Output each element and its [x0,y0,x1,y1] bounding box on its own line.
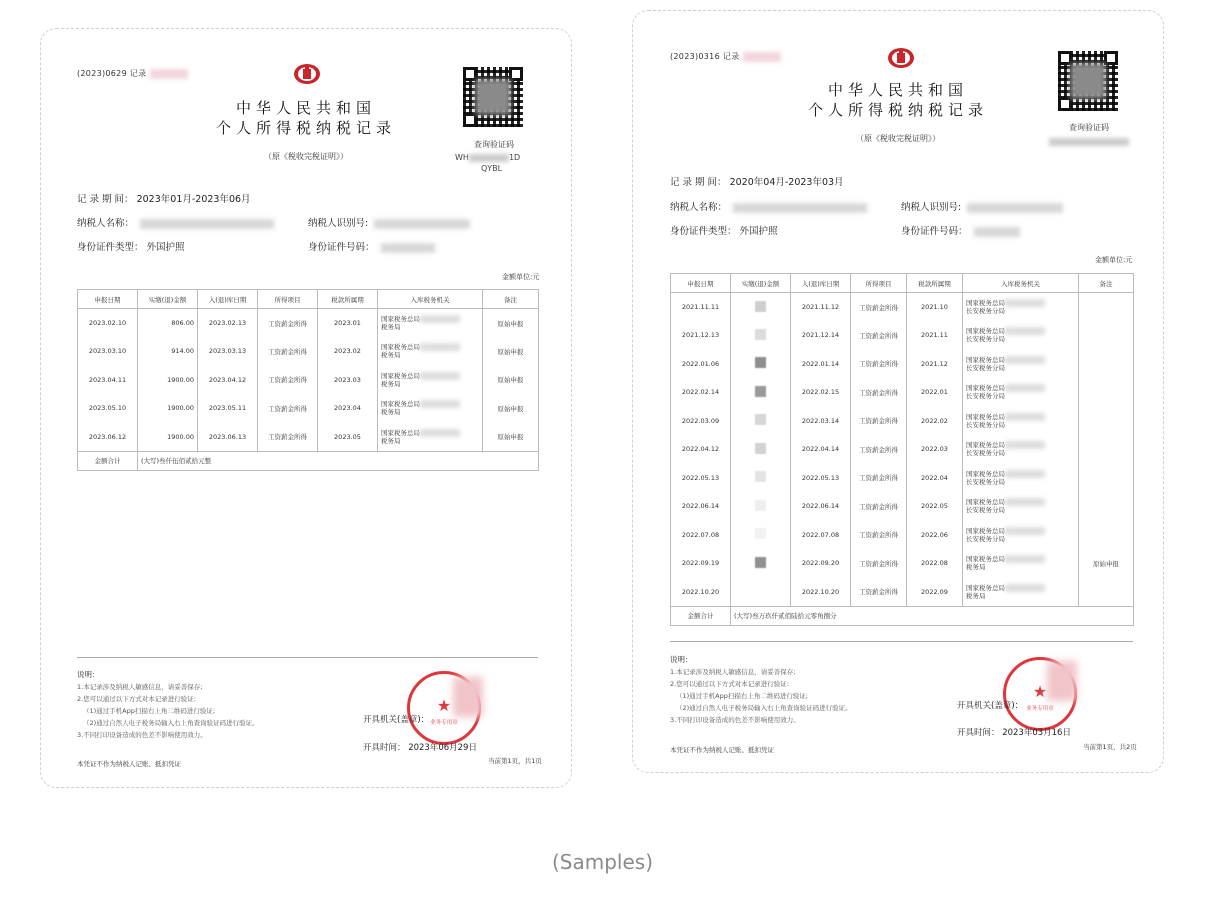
total-amount: (大写)叁万玖仟贰佰陆拾元零角捌分 [731,606,1134,625]
cell-tax-period: 2023.02 [318,337,378,366]
cell-declare-date: 2023.04.11 [78,366,138,395]
cell-income-item: 工资薪金所得 [851,293,907,322]
cell-note: 原始申报 [483,366,539,395]
cell-tax-authority [378,394,483,423]
cell-stock-date: 2021.12.14 [791,321,851,350]
cell-note [1079,492,1134,521]
note-item: 1.本记录涉及纳税人敏感信息，请妥善保存; [77,683,203,691]
cell-tax-period: 2022.08 [907,549,963,578]
column-header: 申报日期 [671,274,731,293]
table-row [671,435,1134,464]
redaction-block [420,400,460,408]
redaction-block [1005,384,1045,392]
authority-line2: 长安税务分局 [966,335,1005,344]
redaction-block [1005,527,1045,535]
redaction-block [755,528,766,539]
cell-stock-date: 2022.06.14 [791,492,851,521]
authority-line2: 税务局 [966,591,986,600]
column-header: 实缴(退)金额 [138,290,198,309]
note-item: 2.您可以通过以下方式对本记录进行验证: [77,695,196,703]
cell-declare-date: 2023.03.10 [78,337,138,366]
table-total-row [78,451,539,470]
authority-line2: 长安税务分局 [966,307,1005,315]
cell-income-item: 工资薪金所得 [851,321,907,350]
cell-amount: 914.00 [138,337,198,366]
official-seal: ★ 业务专用章 [407,671,481,745]
cell-stock-date: 2023.02.13 [198,309,258,338]
cell-amount: 1900.00 [138,366,198,395]
column-header: 所得项目 [258,290,318,309]
authority-line2: 长安税务分局 [966,477,1005,486]
cell-amount-redacted [731,293,791,322]
cell-declare-date: 2022.06.14 [671,492,731,521]
issue-time: 开具时间： 2023年03月16日 [957,728,1071,738]
cell-note [1079,321,1134,350]
redaction-block [420,343,460,351]
column-header: 实缴(退)金额 [731,274,791,293]
seal-redaction [1047,661,1077,701]
cell-amount-redacted [731,378,791,407]
cell-declare-date: 2023.06.12 [78,423,138,452]
cell-stock-date: 2021.11.12 [791,293,851,322]
document-subtitle: （原《税收完税证明》） [856,134,940,143]
cell-amount-redacted [731,549,791,578]
cell-amount: 1900.00 [138,423,198,452]
redaction-block [1005,356,1045,364]
cell-income-item: 工资薪金所得 [851,407,907,436]
table-row [671,350,1134,379]
cell-tax-period: 2021.10 [907,293,963,322]
cell-tax-authority [963,407,1079,436]
cell-tax-period: 2022.02 [907,407,963,436]
cell-declare-date: 2022.01.06 [671,350,731,379]
table-row [671,521,1134,550]
cell-amount-redacted [731,521,791,550]
qr-caption: 查询验证码 [474,140,514,149]
cell-income-item: 工资薪金所得 [851,464,907,493]
cell-declare-date: 2022.02.14 [671,378,731,407]
issuing-authority: 开具机关(盖章)： [363,715,430,725]
authority-line1: 国家税务总局 [381,343,420,352]
cell-tax-authority [963,549,1079,578]
cell-amount: 806.00 [138,309,198,338]
cell-tax-period: 2021.12 [907,350,963,379]
page-info: 当前第1页，共2页 [1083,743,1137,751]
cell-stock-date: 2023.06.13 [198,423,258,452]
document-title-line1: 中华人民共和国 [827,81,968,99]
table-row [78,309,539,338]
authority-line2: 长安税务分局 [966,392,1005,401]
cell-note: 原始申报 [483,394,539,423]
cell-tax-period: 2023.01 [318,309,378,338]
samples-caption: (Samples) [551,850,653,874]
cell-note: 原始申报 [1079,549,1134,578]
redaction-block [420,315,460,323]
cell-tax-authority [963,464,1079,493]
cell-tax-period: 2022.03 [907,435,963,464]
authority-line1: 国家税务总局 [966,469,1005,478]
table-row [78,337,539,366]
cell-tax-authority [963,293,1079,322]
table-header-row [78,290,539,309]
note-item: 3.不同打印设备造成的色差不影响使用效力。 [670,716,800,724]
cell-tax-authority [963,435,1079,464]
cell-amount-redacted [731,350,791,379]
cell-note [1079,521,1134,550]
cell-income-item: 工资薪金所得 [851,578,907,607]
table-row [78,423,539,452]
cell-declare-date: 2021.12.13 [671,321,731,350]
authority-line1: 国家税务总局 [381,400,420,409]
cell-declare-date: 2021.11.11 [671,293,731,322]
id-number: 身份证件号码： [308,239,435,253]
authority-line2: 长安税务分局 [966,534,1005,543]
cell-amount-redacted [731,464,791,493]
table-row [671,321,1134,350]
cell-income-item: 工资薪金所得 [258,337,318,366]
note-item: （1)通过手机App扫描右上角二维码进行验证; [676,692,809,700]
authority-line1: 国家税务总局 [966,355,1005,364]
authority-line1: 国家税务总局 [966,526,1005,535]
cell-declare-date: 2023.02.10 [78,309,138,338]
redaction-block [1005,413,1045,421]
table-row [671,492,1134,521]
footer-disclaimer: 本凭证不作为纳税人记账、抵扣凭证 [77,760,181,768]
cell-tax-authority [378,309,483,338]
column-header: 入库税务机关 [378,290,483,309]
cell-note [1079,435,1134,464]
table-row [671,293,1134,322]
column-header: 入(退)库日期 [791,274,851,293]
cell-declare-date: 2022.09.19 [671,549,731,578]
cell-declare-date: 2022.05.13 [671,464,731,493]
cell-declare-date: 2022.10.20 [671,578,731,607]
cell-income-item: 工资薪金所得 [258,309,318,338]
cell-tax-period: 2022.09 [907,578,963,607]
cell-stock-date: 2022.03.14 [791,407,851,436]
authority-line2: 长安税务分局 [966,420,1005,429]
document-title-line2: 个人所得税纳税记录 [807,101,988,119]
taxpayer-name: 纳税人名称： [670,199,867,213]
amount-unit: 金额单位:元 [1095,256,1133,264]
note-item: （2)通过自然人电子税务局输入右上角查询验证码进行验证。 [676,704,852,712]
cell-stock-date: 2022.07.08 [791,521,851,550]
cell-tax-authority [963,578,1079,607]
cell-stock-date: 2022.04.14 [791,435,851,464]
notes-title: 说明： [670,655,693,664]
verification-code-redacted [1049,137,1129,146]
authority-line1: 国家税务总局 [966,299,1005,307]
redaction-block [755,500,766,511]
cell-tax-period: 2023.05 [318,423,378,452]
tax-record-sample-1 [40,28,572,788]
verification-code-line2: QYBL [481,164,503,173]
document-title-line1: 中华人民共和国 [235,99,376,117]
cell-stock-date: 2022.10.20 [791,578,851,607]
authority-line2: 长安税务分局 [966,506,1005,515]
record-period: 记 录 期 间： 2020年04月-2023年03月 [670,177,844,188]
authority-line2: 税务局 [381,351,401,360]
cell-note [1079,407,1134,436]
redaction-block [420,372,460,380]
authority-line1: 国家税务总局 [966,384,1005,393]
authority-line2: 长安税务分局 [966,363,1005,372]
notes-block [77,669,259,741]
table-row [671,578,1134,607]
tax-payment-table [77,289,539,471]
authority-line2: 税务局 [381,379,401,388]
authority-line1: 国家税务总局 [966,441,1005,450]
cell-tax-period: 2021.11 [907,321,963,350]
cell-tax-authority [963,492,1079,521]
table-header-row [671,274,1134,293]
divider [670,641,1133,642]
note-item: 1.本记录涉及纳税人敏感信息，请妥善保存; [670,668,796,676]
table-row [671,549,1134,578]
cell-note [1079,578,1134,607]
authority-line1: 国家税务总局 [381,315,420,323]
cell-income-item: 工资薪金所得 [851,549,907,578]
issuing-authority: 开具机关(盖章)： [957,701,1024,711]
amount-unit: 金额单位:元 [502,273,540,281]
cell-tax-authority [378,366,483,395]
cell-stock-date: 2022.01.14 [791,350,851,379]
table-row [671,407,1134,436]
table-total-row [671,606,1134,625]
cell-tax-period: 2022.06 [907,521,963,550]
table-row [78,394,539,423]
table-row [671,378,1134,407]
authority-line2: 税务局 [381,408,401,417]
cell-declare-date: 2023.05.10 [78,394,138,423]
redaction-block [1005,584,1045,592]
note-item: 3.不同打印设备造成的色差不影响使用效力。 [77,731,207,739]
column-header: 备注 [483,290,539,309]
cell-tax-period: 2022.05 [907,492,963,521]
cell-declare-date: 2022.07.08 [671,521,731,550]
cell-amount-redacted [731,578,791,607]
taxpayer-name: 纳税人名称： [77,215,274,229]
cell-tax-authority [963,521,1079,550]
page-info: 当前第1页，共1页 [488,757,542,765]
cell-stock-date: 2023.05.11 [198,394,258,423]
redaction-block [1005,555,1045,563]
column-header: 税款所属期 [318,290,378,309]
redaction-block [1005,470,1045,478]
cell-note: 原始申报 [483,423,539,452]
authority-line1: 国家税务总局 [966,498,1005,507]
cell-note [1079,378,1134,407]
tax-record-sample-2 [632,10,1164,773]
cell-income-item: 工资薪金所得 [258,423,318,452]
cell-stock-date: 2023.03.13 [198,337,258,366]
authority-line1: 国家税务总局 [966,583,1005,592]
note-item: （1)通过手机App扫描右上角二维码进行验证; [83,707,216,715]
redaction-block [1005,498,1045,506]
cell-stock-date: 2022.02.15 [791,378,851,407]
total-amount: (大写)叁仟伍佰贰拾元整 [138,451,539,470]
cell-tax-authority [963,378,1079,407]
national-tax-emblem-icon [886,47,916,69]
cell-declare-date: 2022.04.12 [671,435,731,464]
redaction-block [755,471,766,482]
cell-declare-date: 2022.03.09 [671,407,731,436]
redaction-block [420,429,460,437]
cell-income-item: 工资薪金所得 [258,366,318,395]
cell-income-item: 工资薪金所得 [258,394,318,423]
authority-line2: 税务局 [381,323,401,331]
cell-note: 原始申报 [483,309,539,338]
qr-caption: 查询验证码 [1069,123,1109,132]
redaction-block [755,443,766,454]
note-item: （2)通过自然人电子税务局输入右上角查询验证码进行验证。 [83,719,259,727]
cell-income-item: 工资薪金所得 [851,435,907,464]
official-seal: ★ 业务专用章 [1003,657,1077,731]
tax-payment-table [670,273,1134,626]
cell-income-item: 工资薪金所得 [851,350,907,379]
redaction-block [755,557,766,568]
authority-line2: 长安税务分局 [966,449,1005,458]
seal-redaction [453,677,483,717]
authority-line2: 税务局 [966,563,986,572]
record-number: (2023)0629 记录 [77,68,188,79]
authority-line1: 国家税务总局 [966,412,1005,421]
cell-stock-date: 2022.05.13 [791,464,851,493]
total-label: 金额合计 [78,451,138,470]
column-header: 所得项目 [851,274,907,293]
national-tax-emblem-icon [292,63,322,85]
redaction-block [755,301,766,312]
redaction-block [755,329,766,340]
id-type: 身份证件类型： 外国护照 [77,242,185,253]
column-header: 税款所属期 [907,274,963,293]
column-header: 入库税务机关 [963,274,1079,293]
cell-tax-period: 2023.03 [318,366,378,395]
cell-amount-redacted [731,321,791,350]
redaction-block [1005,327,1045,335]
taxpayer-id: 纳税人识别号: [308,215,470,229]
redaction-block [1005,299,1045,307]
record-number: (2023)0316 记录 [670,51,781,62]
verification-qr-code [463,67,523,127]
authority-line1: 国家税务总局 [966,327,1005,336]
cell-amount: 1900.00 [138,394,198,423]
column-header: 备注 [1079,274,1134,293]
id-number: 身份证件号码： [901,223,1020,237]
table-row [78,366,539,395]
cell-amount-redacted [731,492,791,521]
issue-time: 开具时间： 2023年06月29日 [363,743,477,753]
cell-note: 原始申报 [483,337,539,366]
total-label: 金额合计 [671,606,731,625]
authority-line1: 国家税务总局 [381,428,420,437]
footer-disclaimer: 本凭证不作为纳税人记账、抵扣凭证 [670,746,774,754]
id-type: 身份证件类型： 外国护照 [670,226,778,237]
cell-note [1079,350,1134,379]
column-header: 申报日期 [78,290,138,309]
cell-note [1079,293,1134,322]
notes-title: 说明： [77,670,100,679]
cell-tax-period: 2023.04 [318,394,378,423]
cell-amount-redacted [731,407,791,436]
divider [77,657,538,658]
cell-amount-redacted [731,435,791,464]
cell-tax-authority [963,321,1079,350]
authority-line1: 国家税务总局 [966,555,1005,564]
cell-income-item: 工资薪金所得 [851,378,907,407]
cell-income-item: 工资薪金所得 [851,492,907,521]
cell-tax-authority [378,337,483,366]
cell-tax-period: 2022.04 [907,464,963,493]
cell-tax-period: 2022.01 [907,378,963,407]
redaction-block [755,357,766,368]
verification-code: WH 1D [455,153,521,162]
table-row [671,464,1134,493]
document-subtitle: （原《税收完税证明》） [264,152,348,161]
notes-block [670,654,852,726]
cell-stock-date: 2023.04.12 [198,366,258,395]
cell-note [1079,464,1134,493]
column-header: 入(退)库日期 [198,290,258,309]
record-period: 记 录 期 间： 2023年01月-2023年06月 [77,194,251,205]
taxpayer-id: 纳税人识别号: [901,199,1063,213]
note-item: 2.您可以通过以下方式对本记录进行验证: [670,680,789,688]
authority-line2: 税务局 [381,436,401,445]
verification-qr-code [1058,51,1118,111]
redaction-block [755,585,766,596]
redaction-block [755,386,766,397]
authority-line1: 国家税务总局 [381,371,420,380]
redaction-block [755,414,766,425]
cell-tax-authority [963,350,1079,379]
cell-stock-date: 2022.09.20 [791,549,851,578]
document-title-line2: 个人所得税纳税记录 [215,119,396,137]
cell-income-item: 工资薪金所得 [851,521,907,550]
cell-tax-authority [378,423,483,452]
redaction-block [1005,441,1045,449]
